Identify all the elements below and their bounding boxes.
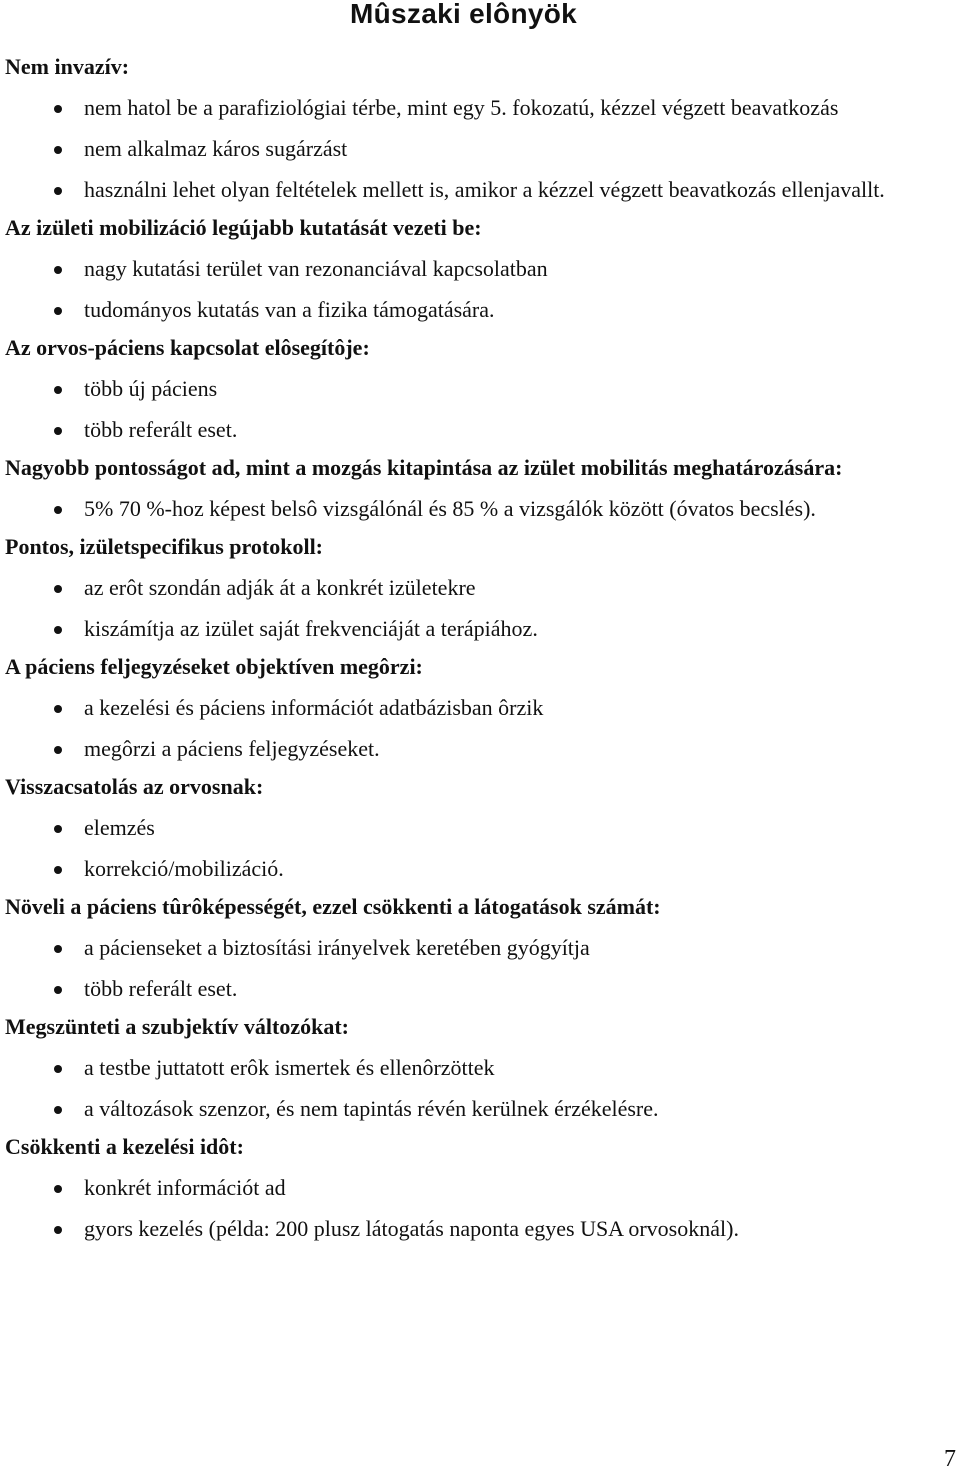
- list-item-text: konkrét információt ad: [84, 1175, 286, 1200]
- section-turokepesseg: [5, 892, 957, 1004]
- section-nem-invaziv: [5, 52, 957, 205]
- list-item: [5, 295, 957, 325]
- bullet-list: [5, 374, 957, 445]
- bullet-list: [5, 254, 957, 325]
- list-item-text: az erôt szondán adják át a konkrét izületekre: [84, 575, 476, 600]
- bullet-icon: [54, 1185, 62, 1193]
- list-item: [5, 573, 957, 603]
- page-number: 7: [944, 1446, 956, 1472]
- bullet-list: [5, 693, 957, 764]
- list-item-text: nem alkalmaz káros sugárzást: [84, 136, 348, 161]
- bullet-icon: [54, 866, 62, 874]
- bullet-list: [5, 573, 957, 644]
- section-pontossag: [5, 453, 957, 524]
- bullet-icon: [54, 705, 62, 713]
- list-item: [5, 813, 957, 843]
- bullet-icon: [54, 825, 62, 833]
- section-heading: Az izületi mobilizáció legújabb kutatását vezeti be:: [5, 215, 482, 240]
- section-heading: A páciens feljegyzéseket objektíven megôrzi:: [5, 654, 423, 679]
- section-orvos-paciens: [5, 333, 957, 445]
- list-item-text: nem hatol be a parafiziológiai térbe, mint egy 5. fokozatú, kézzel végzett beavatkozás: [84, 95, 839, 120]
- bullet-icon: [54, 1226, 62, 1234]
- section-kezelesi-ido: [5, 1132, 957, 1244]
- list-item: [5, 854, 957, 884]
- list-item-text: több új páciens: [84, 376, 218, 401]
- list-item-text: megôrzi a páciens feljegyzéseket.: [84, 736, 380, 761]
- list-item-text: elemzés: [84, 815, 155, 840]
- bullet-icon: [54, 585, 62, 593]
- bullet-icon: [54, 307, 62, 315]
- list-item-text: a változások szenzor, és nem tapintás révén kerülnek érzékelésre.: [84, 1096, 659, 1121]
- section-heading: Csökkenti a kezelési idôt:: [5, 1134, 244, 1159]
- list-item-text: több referált eset.: [84, 976, 238, 1001]
- bullet-icon: [54, 626, 62, 634]
- document-body: [5, 52, 957, 1244]
- bullet-icon: [54, 187, 62, 195]
- list-item-text: a kezelési és páciens információt adatbázisban ôrzik: [84, 695, 544, 720]
- bullet-list: [5, 494, 957, 524]
- bullet-icon: [54, 986, 62, 994]
- bullet-icon: [54, 1065, 62, 1073]
- bullet-icon: [54, 506, 62, 514]
- list-item: [5, 974, 957, 1004]
- section-feljegyzesek: [5, 652, 957, 764]
- bullet-icon: [54, 266, 62, 274]
- bullet-list: [5, 933, 957, 1004]
- bullet-list: [5, 1053, 957, 1124]
- list-item: [5, 93, 957, 123]
- bullet-icon: [54, 386, 62, 394]
- list-item-text: kiszámítja az izület saját frekvenciáját a terápiához.: [84, 616, 538, 641]
- list-item-text: a testbe juttatott erôk ismertek és ellenôrzöttek: [84, 1055, 495, 1080]
- bullet-icon: [54, 427, 62, 435]
- list-item: [5, 1214, 957, 1244]
- list-item: [5, 175, 957, 205]
- list-item: [5, 415, 957, 445]
- section-heading: Megszünteti a szubjektív változókat:: [5, 1014, 350, 1039]
- section-heading: Visszacsatolás az orvosnak:: [5, 774, 264, 799]
- section-heading: Növeli a páciens tûrôképességét, ezzel csökkenti a látogatások számát:: [5, 894, 661, 919]
- list-item: [5, 134, 957, 164]
- section-szubjektiv: [5, 1012, 957, 1124]
- list-item-text: használni lehet olyan feltételek mellett is, amikor a kézzel végzett beavatkozás ellenjavallt.: [84, 177, 885, 202]
- list-item: [5, 374, 957, 404]
- section-kutatas: [5, 213, 957, 325]
- section-protokoll: [5, 532, 957, 644]
- list-item-text: a pácienseket a biztosítási irányelvek keretében gyógyítja: [84, 935, 590, 960]
- list-item-text: tudományos kutatás van a fizika támogatására.: [84, 297, 495, 322]
- bullet-list: [5, 1173, 957, 1244]
- list-item-text: 5% 70 %-hoz képest belsô vizsgálónál és 85 % a vizsgálók között (óvatos becslés).: [84, 496, 816, 521]
- list-item: [5, 693, 957, 723]
- bullet-icon: [54, 1106, 62, 1114]
- list-item: [5, 734, 957, 764]
- list-item-text: korrekció/mobilizáció.: [84, 856, 284, 881]
- list-item: [5, 933, 957, 963]
- list-item-text: gyors kezelés (példa: 200 plusz látogatás naponta egyes USA orvosoknál).: [84, 1216, 739, 1241]
- bullet-list: [5, 93, 957, 205]
- bullet-icon: [54, 146, 62, 154]
- list-item: [5, 614, 957, 644]
- bullet-icon: [54, 945, 62, 953]
- section-heading: Nem invazív:: [5, 54, 130, 79]
- bullet-icon: [54, 105, 62, 113]
- list-item-text: nagy kutatási terület van rezonanciával kapcsolatban: [84, 256, 548, 281]
- list-item: [5, 1053, 957, 1083]
- section-visszacsatolas: [5, 772, 957, 884]
- list-item: [5, 1173, 957, 1203]
- bullet-icon: [54, 746, 62, 754]
- list-item-text: több referált eset.: [84, 417, 238, 442]
- list-item: [5, 494, 957, 524]
- section-heading: Az orvos-páciens kapcsolat elôsegítôje:: [5, 335, 370, 360]
- section-heading: Pontos, izületspecifikus protokoll:: [5, 534, 324, 559]
- page-title: Mûszaki elônyök: [350, 0, 578, 29]
- list-item: [5, 254, 957, 284]
- list-item: [5, 1094, 957, 1124]
- bullet-list: [5, 813, 957, 884]
- section-heading: Nagyobb pontosságot ad, mint a mozgás kitapintása az izület mobilitás meghatározására:: [5, 455, 843, 480]
